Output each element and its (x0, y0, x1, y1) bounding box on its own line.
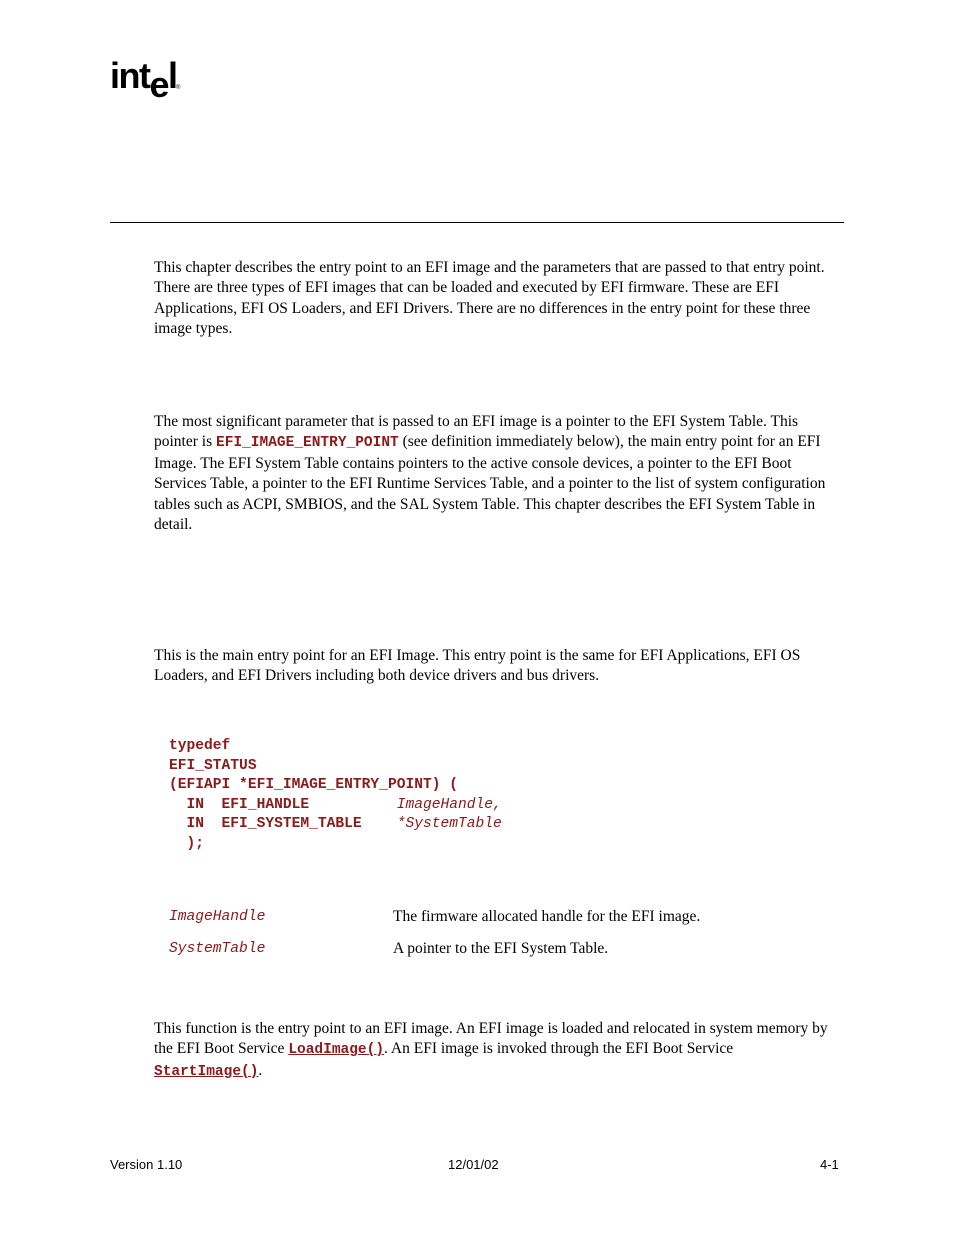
parameter-description: The firmware allocated handle for the EFI image. (393, 908, 701, 925)
footer-version: Version 1.10 (110, 1157, 183, 1172)
description-text-a: This function is the entry point to an EFI image. An EFI image is loaded and relocated in system memory by the EFI Boot Service (154, 1020, 828, 1058)
prototype-keyword: IN EFI_HANDLE (169, 796, 397, 813)
startimage-link[interactable]: StartImage() (154, 1063, 259, 1080)
parameter-name: SystemTable (169, 941, 266, 957)
system-table-text-a: The most significant parameter that is passed to an EFI image is a pointer to the EFI System Table. This pointer is (154, 413, 799, 451)
system-table-paragraph (154, 412, 844, 535)
prototype-code-block (169, 737, 502, 855)
summary-paragraph: This is the main entry point for an EFI Image. This entry point is the same for EFI Applications, EFI OS Loaders, and EFI Drivers including both device drivers and bus drivers. (154, 647, 801, 685)
prototype-argument: *SystemTable (396, 816, 502, 833)
prototype-line: typedef (169, 738, 231, 754)
parameter-description: A pointer to the EFI System Table. (393, 940, 609, 957)
entry-point-code-ref: EFI_IMAGE_ENTRY_POINT (216, 435, 399, 452)
logo-text-e: e (149, 64, 169, 105)
logo-text-int: int (110, 55, 150, 96)
prototype-line (169, 796, 502, 816)
prototype-line: EFI_STATUS (169, 757, 257, 774)
logo-text-l: l (168, 55, 177, 96)
prototype-line (169, 815, 502, 835)
intel-logo (110, 55, 181, 105)
system-table-text-b: (see definition immediately below), the main entry point for an EFI Image. The EFI System Table contains pointers to the active console devices, a pointer to the EFI Boot Services Table, a pointer to the EFI Runtime Services Table, and a pointer to the list of system configuration tables such as ACPI, SMBIOS, and the SAL System Table. This chapter describes the EFI System Table in detail. (154, 433, 826, 534)
prototype-argument: ImageHandle, (396, 796, 502, 813)
prototype-line: ); (169, 835, 205, 852)
registered-mark: ® (176, 85, 181, 91)
loadimage-link[interactable]: LoadImage() (288, 1042, 385, 1059)
footer-date: 12/01/02 (448, 1157, 499, 1172)
footer-page-number: 4-1 (820, 1157, 839, 1172)
intro-paragraph: This chapter describes the entry point to an EFI image and the parameters that are passed to that entry point. There are three types of EFI images that can be loaded and executed by EFI firmware. These are EFI Applications, EFI OS Loaders, and EFI Drivers. There are no differences in the entry point for these three image types. (154, 259, 825, 338)
chapter-divider (110, 222, 844, 223)
parameter-name: ImageHandle (169, 909, 266, 925)
prototype-keyword: IN EFI_SYSTEM_TABLE (169, 816, 397, 833)
prototype-line: (EFIAPI *EFI_IMAGE_ENTRY_POINT) ( (169, 777, 459, 794)
description-text-b: . An EFI image is invoked through the EFI Boot Service (384, 1040, 734, 1058)
description-text-c: . (258, 1061, 263, 1079)
description-paragraph (154, 1019, 844, 1082)
